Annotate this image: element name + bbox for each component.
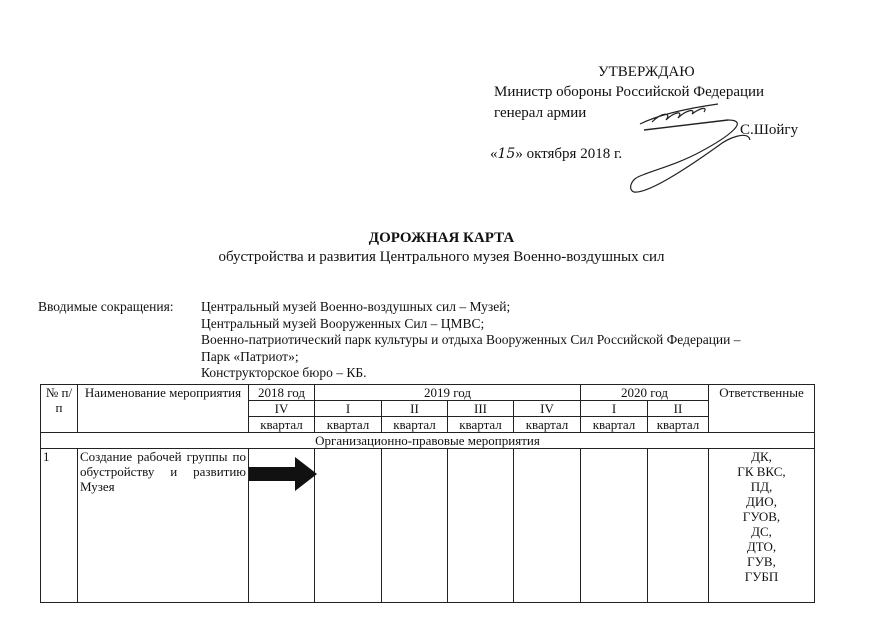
responsible-item: ГУБП bbox=[744, 569, 779, 584]
section-row bbox=[41, 433, 815, 449]
section-title: Организационно-правовые мероприятия bbox=[41, 433, 815, 449]
year-header: 2018 год bbox=[249, 385, 315, 401]
year-header: 2020 год bbox=[581, 385, 709, 401]
arrow-right-icon bbox=[249, 457, 317, 491]
row-number: 1 bbox=[41, 449, 78, 603]
abbreviation-item: Центральный музей Военно-воздушных сил – Музей; bbox=[201, 299, 511, 314]
row-name: Создание рабочей группы по обустройству и развитию Музея bbox=[78, 449, 249, 603]
approval-heading: УТВЕРЖДАЮ bbox=[598, 64, 695, 80]
abbreviation-item: Центральный музей Вооруженных Сил – ЦМВС; bbox=[201, 315, 485, 331]
quarter-label: квартал bbox=[249, 417, 315, 433]
table-header-row bbox=[41, 385, 815, 401]
col-number-header: № п/п bbox=[41, 385, 78, 433]
quarter-number: II bbox=[648, 401, 709, 417]
quarter-label: квартал bbox=[382, 417, 448, 433]
abbreviation-item: Конструкторское бюро – КБ. bbox=[201, 365, 367, 380]
responsible-item: ДТО, bbox=[746, 539, 777, 554]
roadmap-table bbox=[40, 384, 815, 603]
signature-icon bbox=[600, 90, 760, 200]
timeline-cell bbox=[249, 449, 315, 603]
timeline-cell bbox=[648, 449, 709, 603]
approval-name: С.Шойгу bbox=[740, 122, 799, 138]
responsible-item: ДК, bbox=[751, 449, 772, 464]
timeline-cell bbox=[382, 449, 448, 603]
abbreviation-item: Парк «Патриот»; bbox=[201, 348, 299, 364]
quarter-number: III bbox=[448, 401, 514, 417]
quarter-label: квартал bbox=[315, 417, 382, 433]
year-header: 2019 год bbox=[315, 385, 581, 401]
quarter-number: IV bbox=[249, 401, 315, 417]
abbreviation-item: Военно-патриотический парк культуры и отдыха Вооруженных Сил Российской Федерации – bbox=[201, 332, 741, 347]
timeline-cell bbox=[448, 449, 514, 603]
col-responsible-header: Ответственные bbox=[709, 385, 815, 433]
quarter-number: I bbox=[315, 401, 382, 417]
quarter-label: квартал bbox=[648, 417, 709, 433]
timeline-cell bbox=[514, 449, 581, 603]
date-day: 15 bbox=[497, 146, 516, 162]
responsible-item: ДИО, bbox=[746, 494, 777, 509]
table-row bbox=[41, 449, 815, 603]
responsible-item: ДС, bbox=[751, 524, 772, 539]
col-name-header: Наименование мероприятия bbox=[78, 385, 249, 433]
responsible-item: ГК ВКС, bbox=[737, 464, 786, 479]
document-title: ДОРОЖНАЯ КАРТА bbox=[368, 230, 515, 246]
document-subtitle: обустройства и развития Центрального музея Военно-воздушных сил bbox=[218, 249, 665, 265]
timeline-cell bbox=[315, 449, 382, 603]
date-rest: » октября 2018 г. bbox=[515, 146, 623, 162]
approval-position: Министр обороны Российской Федерации bbox=[494, 84, 765, 100]
quarter-number: I bbox=[581, 401, 648, 417]
approval-rank: генерал армии bbox=[494, 105, 587, 121]
responsible-item: ПД, bbox=[750, 479, 773, 494]
quarter-number: II bbox=[382, 401, 448, 417]
quarter-label: квартал bbox=[581, 417, 648, 433]
abbreviations-label: Вводимые сокращения: bbox=[38, 299, 174, 314]
responsible-cell bbox=[709, 449, 815, 603]
responsible-item: ГУВ, bbox=[747, 554, 776, 569]
quarter-number: IV bbox=[514, 401, 581, 417]
quarter-label: квартал bbox=[514, 417, 581, 433]
date-open: « bbox=[490, 146, 498, 162]
quarter-label: квартал bbox=[448, 417, 514, 433]
timeline-cell bbox=[581, 449, 648, 603]
responsible-item: ГУОВ, bbox=[742, 509, 781, 524]
